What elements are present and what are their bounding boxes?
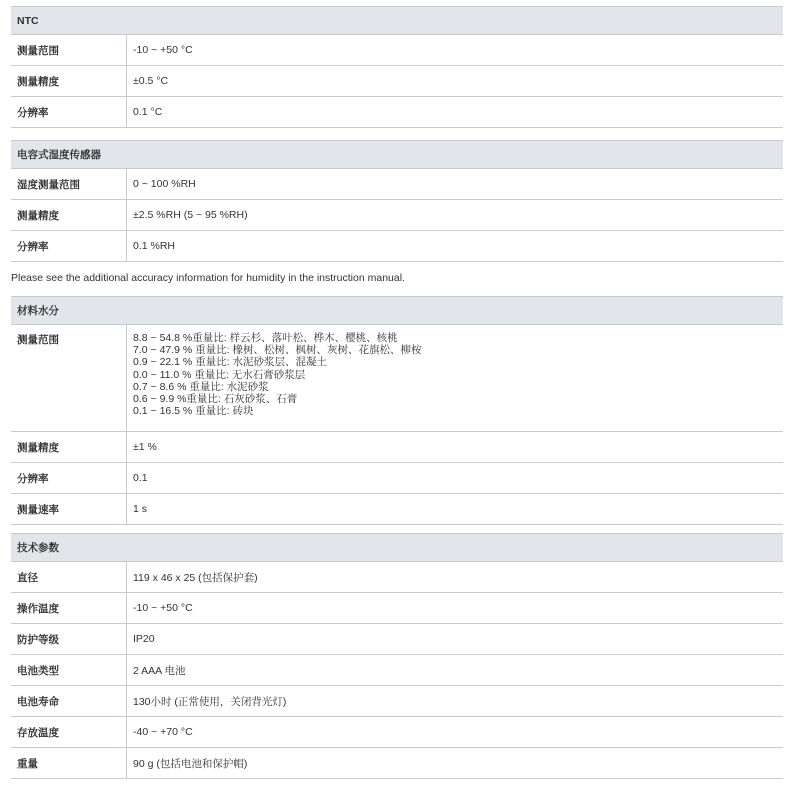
- range-line: 8.8 ~ 54.8 %重量比: 样云杉、落叶松、桦木、樱桃、核桃: [133, 332, 398, 344]
- row-value: 90 g (包括电池和保护帽): [133, 757, 248, 770]
- row-label: 测量精度: [11, 200, 127, 230]
- section-header: NTC: [11, 6, 783, 35]
- row-label: 测量精度: [11, 66, 127, 96]
- row-value: 1 s: [133, 503, 148, 515]
- row-value: 0.1: [133, 472, 148, 484]
- row-value: ±2.5 %RH (5 ~ 95 %RH): [133, 209, 248, 221]
- range-line: 0.1 ~ 16.5 % 重量比: 砖块: [133, 405, 254, 418]
- range-line: 0.6 ~ 9.9 %重量比: 石灰砂浆、石膏: [133, 393, 298, 406]
- ntc-section: [11, 6, 783, 128]
- row-value: 0.1 %RH: [133, 240, 176, 252]
- row-label: 测量精度: [11, 432, 127, 462]
- row-label: 直径: [11, 562, 127, 592]
- row-value: 0.1 °C: [133, 106, 163, 118]
- range-line: 7.0 ~ 47.9 % 重量比: 橡树、松树、枫树、灰树、花旗松、柳桉: [133, 344, 422, 357]
- row-value: 2 AAA 电池: [133, 664, 186, 677]
- range-line: 0.9 ~ 22.1 % 重量比: 水泥砂浆层、混凝土: [133, 356, 328, 369]
- row-value: 130小时 (正常使用，关闭背光灯): [133, 695, 287, 708]
- row-label: 测量范围: [11, 325, 127, 431]
- range-list: [127, 325, 783, 431]
- section-header: 材料水分: [11, 296, 783, 325]
- range-line: 0.0 ~ 11.0 % 重量比: 无水石膏砂浆层: [133, 368, 306, 381]
- row-value: ±1 %: [133, 441, 157, 453]
- row-label: 重量: [11, 748, 127, 778]
- row-label: 分辨率: [11, 97, 127, 127]
- row-label: 分辨率: [11, 231, 127, 261]
- table-row: [11, 562, 783, 593]
- table-row: [11, 35, 783, 66]
- table-row: [11, 432, 783, 463]
- table-row: [11, 200, 783, 231]
- table-row: [11, 169, 783, 200]
- humidity-accuracy-note: Please see the additional accuracy information for humidity in the instruction manual.: [11, 272, 405, 284]
- row-label: 测量速率: [11, 494, 127, 524]
- range-line: 0.7 ~ 8.6 % 重量比: 水泥砂浆: [133, 380, 269, 393]
- row-label: 存放温度: [11, 717, 127, 747]
- row-label: 电池寿命: [11, 686, 127, 716]
- table-row: [11, 494, 783, 525]
- row-value: 119 x 46 x 25 (包括保护套): [133, 571, 258, 584]
- table-row: [11, 97, 783, 128]
- row-label: 湿度测量范围: [11, 169, 127, 199]
- section-header: 电容式湿度传感器: [11, 140, 783, 169]
- row-value: -40 ~ +70 °C: [133, 726, 193, 738]
- table-row: [11, 593, 783, 624]
- table-row: [11, 624, 783, 655]
- table-row: [11, 686, 783, 717]
- row-value: ±0.5 °C: [133, 75, 169, 87]
- row-label: 电池类型: [11, 655, 127, 685]
- table-row: [11, 655, 783, 686]
- row-value: IP20: [133, 633, 155, 645]
- table-row: [11, 717, 783, 748]
- humidity-section: [11, 140, 783, 262]
- material-moisture-section: [11, 296, 783, 525]
- row-label: 防护等级: [11, 624, 127, 654]
- row-label: 操作温度: [11, 593, 127, 623]
- row-value: -10 ~ +50 °C: [133, 602, 193, 614]
- row-value: -10 ~ +50 °C: [133, 44, 193, 56]
- table-row: [11, 463, 783, 494]
- table-row: [11, 231, 783, 262]
- table-row: [11, 66, 783, 97]
- table-row: [11, 748, 783, 779]
- table-row: [11, 325, 783, 432]
- section-header: 技术参数: [11, 533, 783, 562]
- row-label: 分辨率: [11, 463, 127, 493]
- tech-section: [11, 533, 783, 779]
- row-label: 测量范围: [11, 35, 127, 65]
- row-value: 0 ~ 100 %RH: [133, 178, 196, 190]
